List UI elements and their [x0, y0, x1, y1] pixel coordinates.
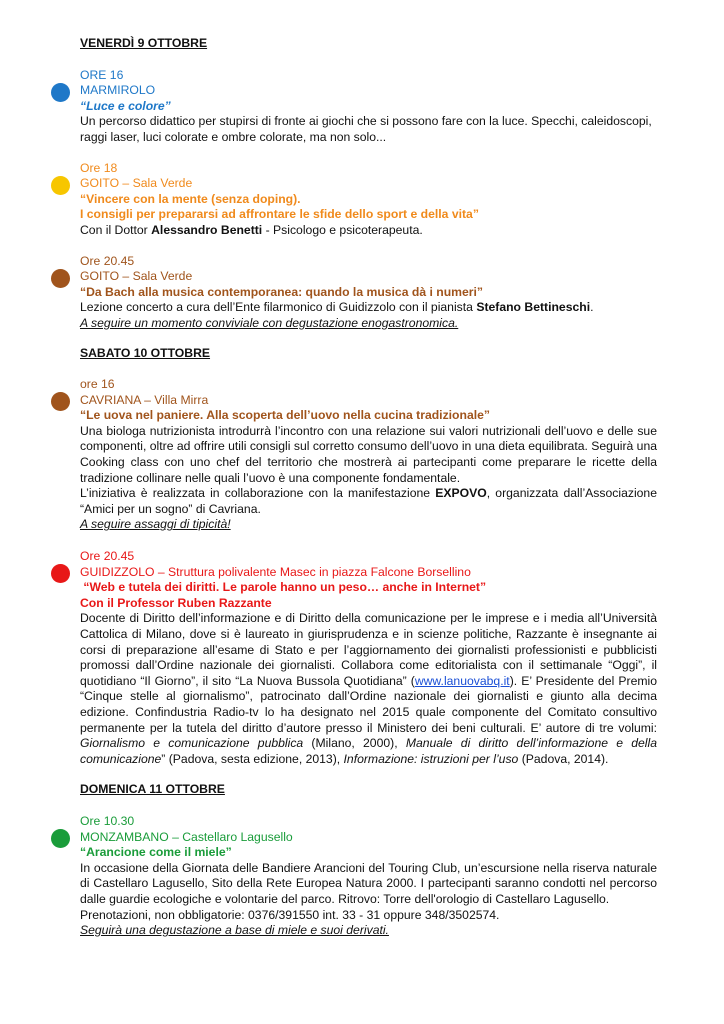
event-goito-18: [80, 161, 657, 239]
red-dot-icon: [51, 564, 70, 583]
event-description: In occasione della Giornata delle Bandiere Arancioni del Touring Club, un’escursione nella riserva naturale di Castellaro Lagusello, Sito della Rete Europea Natura 2000. I partecipanti saranno condotti nel percorso dalle guardie ecologiche e volontarie del parco. Ritrovo: Torre dell'orologio di Castellaro Lagusello.: [80, 860, 657, 906]
yellow-dot-icon: [51, 176, 70, 195]
event-note: A seguire un momento conviviale con degustazione enogastronomica.: [80, 315, 459, 330]
day-heading-friday: VENERDÌ 9 OTTOBRE: [80, 36, 208, 50]
event-time: Ore 10.30: [80, 813, 135, 828]
speaker-name: Alessandro Benetti: [151, 222, 263, 237]
speaker-name: Stefano Bettineschi: [476, 300, 591, 315]
event-contact: Prenotazioni, non obbligatorie: 0376/391550 int. 33 - 31 oppure 348/3502574.: [80, 907, 500, 922]
brown-dot-icon: [51, 392, 70, 411]
book-title: Giornalismo e comunicazione pubblica: [80, 736, 304, 751]
website-link[interactable]: www.lanuovabq.it: [414, 673, 510, 688]
event-title-continued: I consigli per prepararsi ad affrontare le sfide dello sport e della vita”: [80, 207, 479, 222]
event-title: “Web e tutela dei diritti. Le parole hanno un peso… anche in Internet”: [80, 580, 487, 595]
event-description: Un percorso didattico per stupirsi di fronte ai giochi che si possono fare con la luce. Specchi, caleidoscopi, raggi laser, luci colorate e ombre colorate, ma non solo...: [80, 114, 652, 144]
event-page: [80, 36, 657, 939]
book-title: Manuale di diritto dell’informazione e della comunicazione: [80, 736, 658, 766]
event-description: Una biologa nutrizionista introdurrà l’incontro con una relazione sui valori nutrizionali dell’uovo e delle sue componenti, oltre ad offrire utili consigli sul corretto consumo dell’uovo in una dieta equilibrata. Seguirà una Cooking class con uno chef del territorio che mostrerà ai partecipanti come preparare le ricette della tradizione collinare nelle quali l’uovo è una componente fondamentale.: [80, 423, 657, 485]
event-title: “Da Bach alla musica contemporanea: quando la musica dà i numeri”: [80, 284, 483, 299]
book-title: Informazione: istruzioni per l’uso: [343, 751, 519, 766]
event-description: Lezione concerto a cura dell’Ente filarmonico di Guidizzolo con il pianista Stefano Bettineschi.: [80, 300, 594, 315]
event-time: ore 16: [80, 377, 115, 392]
day-heading-sunday: DOMENICA 11 OTTOBRE: [80, 782, 225, 797]
event-speaker: Con il Professor Ruben Razzante: [80, 595, 272, 610]
event-description: Docente di Diritto dell’informazione e di Diritto della comunicazione per le imprese e i media all’Università Cattolica di Milano, dove si è laureato in giurisprudenza e in scienze politiche, Razzante è insegnante ai corsi di preparazione all’esame di Stato e per l’aggiornamento dei giornalisti professionisti e pubblicisti promossi dall’Ordine nazionale dei giornalisti. Collabora come editorialista con il settimanale “Oggi”, il quotidiano “Il Giorno”, il sito “La Nuova Bussola Quotidiana” (www.lanuovabq.it). E’ Presidente del Premio “Cinque stelle al giornalismo”, patrocinato dall’Ordine nazionale dei giornalisti e giunto alla decima edizione. Confindustria Radio-tv lo ha designato nel 2015 quale componente del Comitato consultivo permanente per la tutela del diritto d’autore presso il Ministero dei beni culturali. E’ autore di tre volumi: Giornalismo e comunicazione pubblica (Milano, 2000), Manuale di diritto dell’informazione e della comunicazione” (Padova, sesta edizione, 2013), Informazione: istruzioni per l’uso (Padova, 2014).: [80, 611, 658, 766]
event-place: MONZAMBANO – Castellaro Lagusello: [80, 829, 293, 844]
event-place: MARMIROLO: [80, 83, 156, 98]
blue-dot-icon: [51, 83, 70, 102]
event-time: ORE 16: [80, 67, 124, 82]
event-title: “Vincere con la mente (senza doping).: [80, 191, 301, 206]
event-time: Ore 18: [80, 160, 118, 175]
event-place: GOITO – Sala Verde: [80, 176, 193, 191]
brown-dot-icon: [51, 269, 70, 288]
event-title: “Arancione come il miele”: [80, 845, 232, 860]
event-monzambano: [80, 814, 657, 939]
event-cavriana: [80, 377, 657, 533]
event-goito-2045: [80, 254, 657, 332]
event-time: Ore 20.45: [80, 549, 135, 564]
event-description: Con il Dottor Alessandro Benetti - Psicologo e psicoterapeuta.: [80, 222, 423, 237]
green-dot-icon: [51, 829, 70, 848]
event-note: Seguirà una degustazione a base di miele e suoi derivati.: [80, 923, 389, 938]
event-marmirolo: [80, 68, 657, 146]
event-title: “Luce e colore”: [80, 98, 171, 113]
event-note: A seguire assaggi di tipicità!: [80, 517, 231, 532]
event-place: GUIDIZZOLO – Struttura polivalente Masec in piazza Falcone Borsellino: [80, 564, 471, 579]
event-guidizzolo: [80, 549, 657, 767]
expovo-name: EXPOVO: [435, 486, 487, 501]
event-description-2: L’iniziativa è realizzata in collaborazione con la manifestazione EXPOVO, organizzata dall’Associazione “Amici per un sogno” di Cavriana.: [80, 486, 657, 516]
event-time: Ore 20.45: [80, 253, 135, 268]
day-heading-saturday: SABATO 10 OTTOBRE: [80, 345, 211, 360]
event-title: “Le uova nel paniere. Alla scoperta dell’uovo nella cucina tradizionale”: [80, 408, 490, 423]
event-place: CAVRIANA – Villa Mirra: [80, 392, 209, 407]
event-place: GOITO – Sala Verde: [80, 269, 193, 284]
